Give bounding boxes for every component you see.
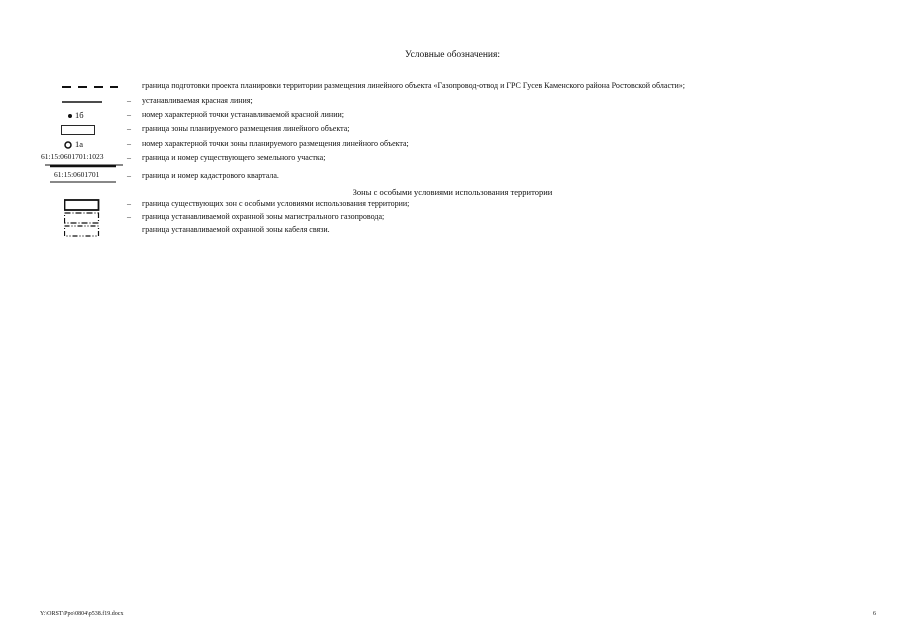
legend-dash: – [127,153,131,162]
point-label: 1б [75,110,84,120]
legend-dash: – [127,124,131,133]
point-label: 1а [75,139,84,149]
footer-file-path: Y:\ORST\Ppo\0804\p538.f19.docx [40,611,124,617]
legend-text: номер характерной точки устанавливаемой красной линии; [142,110,344,119]
zone-text: граница устанавливаемой охранной зоны магистрального газопровода; [142,212,385,221]
cable-zone-icon [40,224,140,238]
zones-title: Зоны с особыми условиями использования территории [352,187,553,197]
legend-text: граница и номер кадастрового квартала. [142,171,279,180]
legend-dash: – [127,139,131,148]
page-number: 6 [873,611,876,617]
rectangle-outline-icon [40,123,140,137]
cadastral-number: 61:15:0601701 [54,170,100,179]
gas-pipeline-zone-icon [40,211,140,225]
legend-text: номер характерной точки зоны планируемого размещения линейного объекта; [142,139,409,148]
zone-dash: – [127,199,131,208]
legend-dash: – [127,171,131,180]
dashed-boundary-icon [40,80,140,94]
circle-marker-icon [63,138,75,152]
land-plot-number: 61:15:0601701:1023 [41,152,104,161]
zone-text: граница существующих зон с особыми условиями использования территории; [142,199,410,208]
legend-text: граница зоны планируемого размещения линейного объекта; [142,124,350,133]
cadastral-underline [50,180,130,184]
legend-dash: – [127,110,131,119]
legend-text: устанавливаемая красная линия; [142,96,253,105]
legend-text: граница подготовки проекта планировки территории размещения линейного объекта «Газопровод-отвод и ГРС Гусев Каменского района Ростовской области»; [142,81,686,90]
red-line-icon [40,95,140,109]
legend-text: граница и номер существующего земельного участка; [142,153,326,162]
legend-dash: – [127,96,131,105]
legend-title: Условные обозначения: [404,50,500,60]
zone-text: граница устанавливаемой охранной зоны кабеля связи. [142,225,330,234]
zone-dash: – [127,212,131,221]
point-marker-icon [65,109,75,123]
existing-zone-icon [40,198,140,212]
